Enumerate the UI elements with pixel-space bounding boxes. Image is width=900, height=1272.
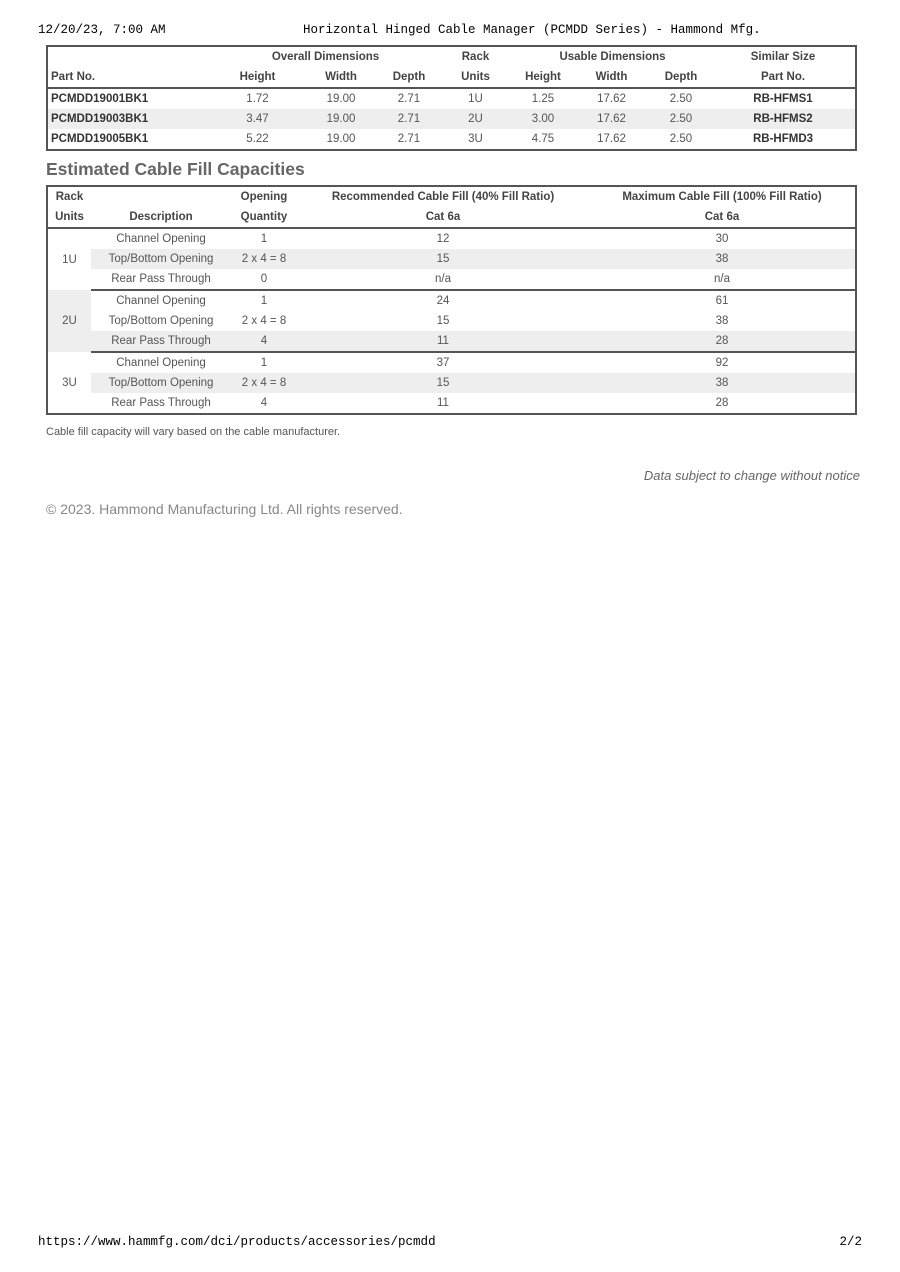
col-usable-width: Width (572, 67, 651, 88)
cell: 19.00 (326, 93, 356, 105)
col-overall-height: Height (214, 67, 301, 88)
cell: 3U (468, 133, 483, 145)
quantity-cell: 2 x 4 = 8 (231, 249, 297, 269)
change-notice: Data subject to change without notice (643, 468, 860, 483)
table-row (47, 269, 856, 290)
cell: 2.50 (669, 133, 693, 145)
col-opening: Opening (240, 191, 288, 203)
cell: 19.00 (301, 109, 381, 129)
section-title: Estimated Cable Fill Capacities (46, 159, 305, 179)
page-title: Horizontal Hinged Cable Manager (PCMDD Series) - Hammond Mfg. (303, 23, 761, 37)
cell: 17.62 (597, 133, 626, 145)
recommended-cell: 24 (297, 290, 589, 311)
description-cell: Rear Pass Through (111, 397, 211, 409)
similar-part-number: RB-HFMD3 (752, 133, 814, 145)
table-row (47, 109, 856, 129)
cell: 3.47 (214, 109, 301, 129)
cell: 1.72 (246, 93, 269, 105)
overall-dimensions-header: Overall Dimensions (271, 51, 380, 63)
description-cell: Top/Bottom Opening (91, 249, 231, 269)
dimensions-group-header (47, 46, 856, 67)
cell: 3.00 (514, 109, 572, 129)
dimensions-column-header (47, 67, 856, 88)
description-cell: Top/Bottom Opening (91, 373, 231, 393)
col-description: Description (91, 207, 231, 228)
maximum-cell: 38 (589, 373, 856, 393)
cable-fill-note: Cable fill capacity will vary based on the cable manufacturer. (46, 426, 341, 438)
blank-cell (91, 186, 231, 207)
similar-size-header: Similar Size (750, 51, 816, 63)
maximum-cell: n/a (714, 273, 730, 285)
table-row (47, 228, 856, 249)
cell: 17.62 (572, 109, 651, 129)
table-row (47, 393, 856, 414)
cell: 2.50 (669, 93, 693, 105)
cell: 17.62 (597, 93, 626, 105)
col-rack: Rack (55, 191, 84, 203)
recommended-cell: 15 (297, 249, 589, 269)
table-row (47, 373, 856, 393)
maximum-cell: 30 (715, 233, 729, 245)
table-row (47, 249, 856, 269)
cell: 2.71 (381, 109, 437, 129)
col-units: Units (47, 207, 91, 228)
col-maximum-cat6a: Cat 6a (589, 207, 856, 228)
quantity-cell: 4 (260, 397, 268, 409)
description-cell: Rear Pass Through (111, 273, 211, 285)
col-recommended-fill: Recommended Cable Fill (40% Fill Ratio) (331, 191, 555, 203)
maximum-cell: 92 (589, 352, 856, 373)
cell: 1U (468, 93, 483, 105)
rack-units-cell: 3U (47, 352, 91, 414)
cell: 19.00 (326, 133, 356, 145)
col-maximum-fill: Maximum Cable Fill (100% Fill Ratio) (622, 191, 822, 203)
table-row (47, 331, 856, 352)
copyright: © 2023. Hammond Manufacturing Ltd. All rights reserved. (46, 501, 403, 517)
quantity-cell: 4 (231, 331, 297, 352)
similar-part-number: RB-HFMS1 (753, 93, 813, 105)
maximum-cell: 28 (715, 397, 729, 409)
recommended-cell: 12 (436, 233, 450, 245)
part-number: PCMDD19003BK1 (47, 109, 214, 129)
quantity-cell: 1 (231, 352, 297, 373)
maximum-cell: 38 (589, 249, 856, 269)
rack-units-cell: 2U (47, 290, 91, 352)
part-number: PCMDD19001BK1 (51, 93, 149, 105)
quantity-cell: 1 (260, 233, 268, 245)
usable-dimensions-header: Usable Dimensions (559, 51, 666, 63)
quantity-cell: 1 (231, 290, 297, 311)
page-number: 2/2 (839, 1235, 862, 1249)
description-cell: Rear Pass Through (91, 331, 231, 352)
col-rack-units: Units (437, 67, 514, 88)
recommended-cell: n/a (435, 273, 451, 285)
recommended-cell: 15 (436, 315, 450, 327)
recommended-cell: 11 (297, 331, 589, 352)
cell: 4.75 (531, 133, 555, 145)
recommended-cell: 11 (437, 397, 449, 409)
rack-units-cell: 1U (47, 228, 91, 290)
table-row (47, 311, 856, 331)
fill-header-row-2 (47, 207, 856, 228)
page-url: https://www.hammfg.com/dci/products/accessories/pcmdd (38, 1235, 436, 1249)
description-cell: Top/Bottom Opening (108, 315, 214, 327)
part-number: PCMDD19005BK1 (51, 133, 149, 145)
maximum-cell: 61 (589, 290, 856, 311)
fill-header-row-1 (47, 186, 856, 207)
table-row (47, 352, 856, 373)
table-row (47, 88, 856, 109)
cell: 2.71 (397, 133, 421, 145)
col-usable-height: Height (514, 67, 572, 88)
cable-fill-table (46, 185, 857, 415)
quantity-cell: 0 (260, 273, 268, 285)
cell: 2U (437, 109, 514, 129)
table-row (47, 290, 856, 311)
col-part-no: Part No. (47, 67, 214, 88)
description-cell: Channel Opening (91, 352, 231, 373)
cell: 2.50 (651, 109, 711, 129)
quantity-cell: 2 x 4 = 8 (231, 373, 297, 393)
quantity-cell: 2 x 4 = 8 (241, 315, 287, 327)
table-row (47, 129, 856, 150)
rack-header: Rack (461, 51, 490, 63)
col-usable-depth: Depth (651, 67, 711, 88)
cell: 5.22 (246, 133, 269, 145)
cell: 1.25 (531, 93, 555, 105)
col-recommended-cat6a: Cat 6a (297, 207, 589, 228)
blank-cell (47, 46, 214, 67)
description-cell: Channel Opening (91, 290, 231, 311)
col-overall-depth: Depth (381, 67, 437, 88)
recommended-cell: 37 (297, 352, 589, 373)
recommended-cell: 15 (297, 373, 589, 393)
col-similar-part-no: Part No. (711, 67, 856, 88)
col-overall-width: Width (301, 67, 381, 88)
maximum-cell: 28 (589, 331, 856, 352)
print-datetime: 12/20/23, 7:00 AM (38, 23, 166, 37)
maximum-cell: 38 (715, 315, 729, 327)
cell: 2.71 (397, 93, 421, 105)
description-cell: Channel Opening (116, 233, 206, 245)
col-quantity: Quantity (231, 207, 297, 228)
similar-part-number: RB-HFMS2 (711, 109, 856, 129)
dimensions-table (46, 45, 857, 151)
